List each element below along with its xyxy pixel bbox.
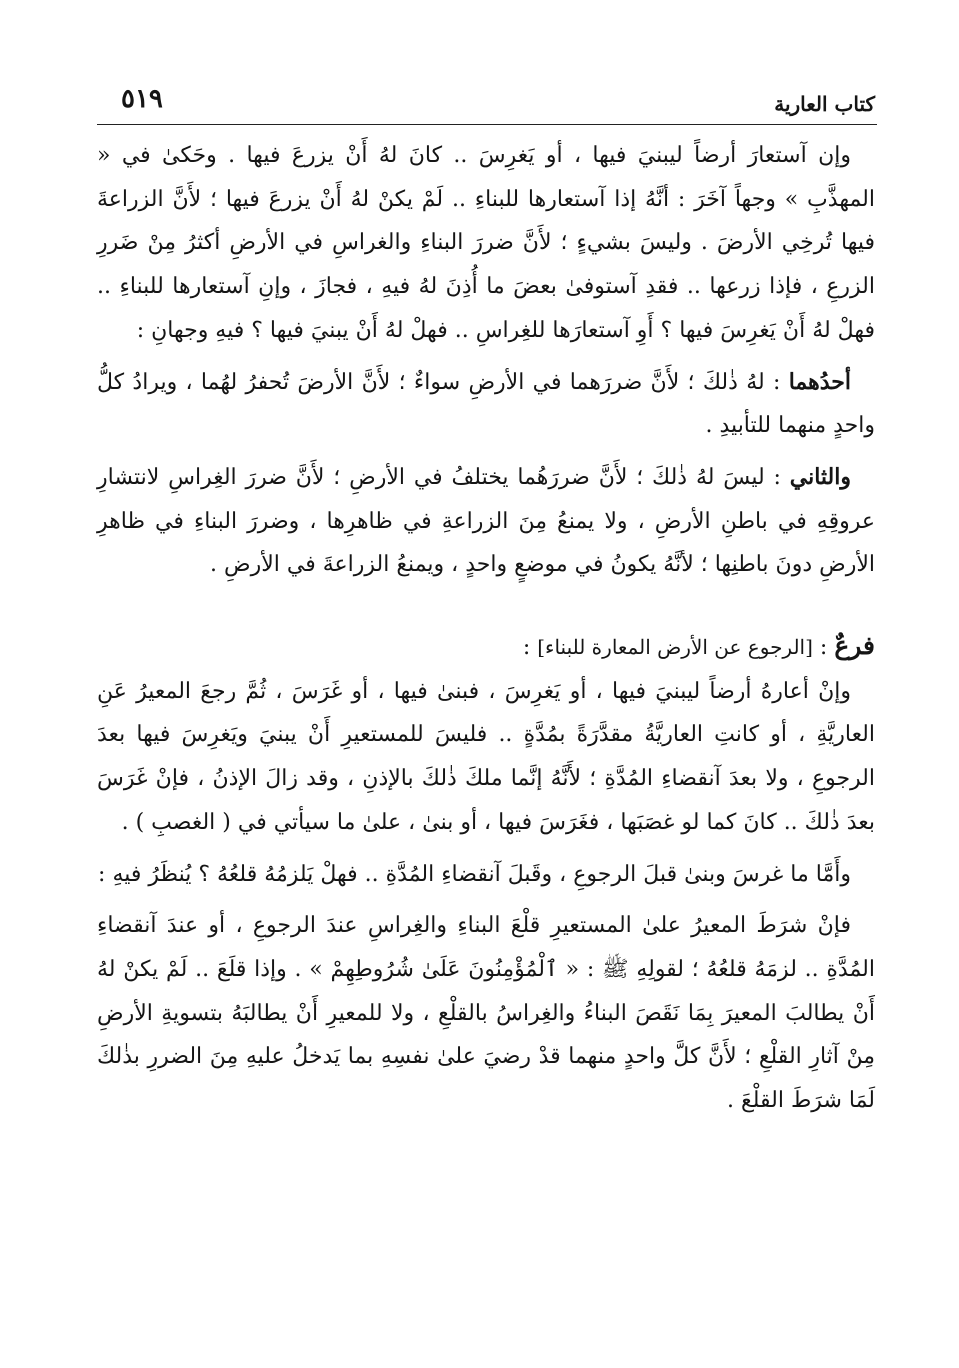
section-label: فرعٌ — [834, 631, 875, 661]
paragraph-2 — [97, 361, 875, 448]
paragraph-5: وأَمَّا ما غرسَ وبنىٰ قبلَ الرجوعِ ، وقَبلَ آنقضاءِ المُدَّةِ .. فهلْ يَلزمُهُ قلعُهُ ؟ يُنظَرُ فيهِ : — [98, 861, 851, 887]
section-separator: : — [812, 635, 835, 661]
book-title: كتاب العارية — [774, 92, 875, 116]
paragraph-1: وإن آستعارَ أرضاً ليبنيَ فيها ، أو يَغرِسَ .. كانَ لهُ أَنْ يزرعَ فيها . وحَكىٰ في « المهذَّبِ » وجهاً آخَرَ : أنَّهُ إذا آستعارها للبناءِ .. لَمْ يكنْ لهُ أَنْ يزرعَ فيها ؛ لأَنَّ الزراعةَ فيها تُرخِي الأرضَ . وليسَ بشيءٍ ؛ لأَنَّ ضررَ البناءِ والغراسِ في الأرضِ أكثرُ مِنْ ضَررِ الزرعِ ، فإذا زرعها .. فقدِ آستوفىٰ بعضَ ما أُذِنَ لهُ فيهِ ، فجازَ ، وإنِ آستعارها للبناءِ .. فهلْ لهُ أَنْ يَغرِسَ فيها ؟ أَوِ آستعارَها للغِراسِ .. فهلْ لهُ أَنْ يبنيَ فيها ؟ فيهِ وجهانِ : — [97, 143, 875, 343]
main-text — [97, 134, 875, 1123]
section-end: : — [522, 635, 538, 661]
section-heading — [97, 624, 875, 670]
paragraph-3-text: : ليسَ لهُ ذٰلكَ ؛ لأَنَّ ضررَهُما يختلفُ في الأرضِ ؛ لأَنَّ ضررَ الغِراسِ لانتشارِ عروقِهِ في باطنِ الأرضِ ، ولا يمنعُ مِنَ الزراعةِ في ظاهرِها ، وضررَ البناءِ في ظاهرِ الأرضِ دونَ باطنِها ؛ لأنَّهُ يكونُ في موضعٍ واحدٍ ، ويمنعُ الزراعةَ في الأرضِ . — [97, 464, 875, 578]
section-title: [الرجوع عن الأرض المعارة للبناء] — [537, 635, 813, 660]
paragraph-2-text: : لهُ ذٰلكَ ؛ لأَنَّ ضررَهما في الأرضِ سواءٌ ؛ لأَنَّ الأرضَ تُحفرُ لهُما ، ويرادُ كلُّ واحدٍ منهما للتأبيدِ . — [97, 369, 875, 439]
header-rule — [97, 124, 877, 125]
paragraph-4: وإنْ أعارهُ أرضاً ليبنيَ فيها ، أو يَغرِسَ ، فبنىٰ فيها ، أو غَرَسَ ، ثُمَّ رجعَ المعيرُ عَنِ العاريَّةِ ، أو كانتِ العاريَّةُ مقدَّرَةً بمُدَّةٍ .. فليسَ للمستعيرِ أَنْ يبنيَ ويَغرِسَ فيها بعدَ الرجوعِ ، ولا بعدَ آنقضاءِ المُدَّةِ ؛ لأَنَّهُ إنَّما ملكَ ذٰلكَ بالإذنِ ، وقد زالَ الإذنُ ، فإنْ غَرَسَ بعدَ ذٰلكَ .. كانَ كما لو غصَبَها ، فغَرَسَ فيها ، أو بنىٰ ، علىٰ ما سيأتي في ( الغصبِ ) . — [97, 678, 875, 835]
paragraph-3-lead: والثاني — [789, 463, 851, 490]
running-header — [97, 86, 877, 126]
paragraph-6: فإنْ شرَطَ المعيرُ علىٰ المستعيرِ قلْعَ البناءِ والغِراسِ عندَ الرجوعِ ، أو عندَ آنقضاءِ المُدَّةِ .. لزمَهُ قلعُهُ ؛ لقولِهِ ﷺ : « ٱلْمُؤْمِنُونَ عَلَىٰ شُرُوطِهِمْ » . وإذا قلَعَ .. لَمْ يكنْ لهُ أَنْ يطالبَ المعيرَ بِمَا نَقَصَ البناءُ والغِراسُ بالقلْعِ ، ولا للمعيرِ أَنْ يطالبَهُ بتسويةِ الأرضِ مِنْ آثارِ القلْعِ ؛ لأَنَّ كلَّ واحدٍ منهما قدْ رضيَ علىٰ نفسِهِ بما يَدخلُ عليهِ مِنَ الضررِ بذٰلكَ لَمَا شرَطَ القلْعَ . — [97, 913, 875, 1114]
paragraph-2-lead: أحدُهما — [788, 368, 852, 395]
paragraph-3 — [97, 456, 875, 587]
page-number: ٥١٩ — [121, 84, 163, 114]
